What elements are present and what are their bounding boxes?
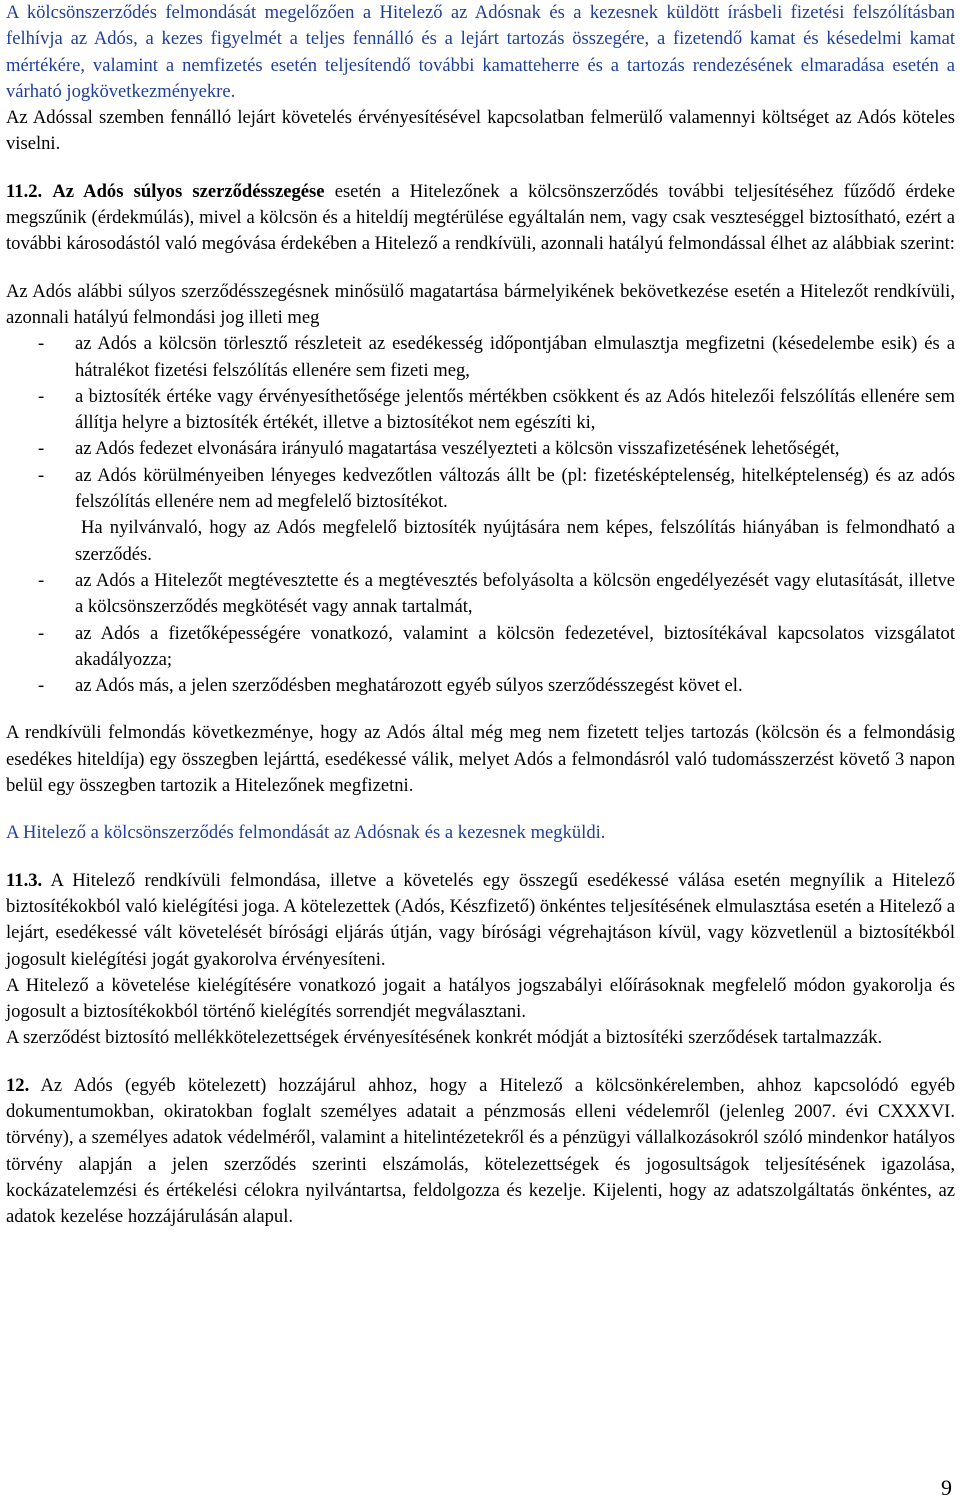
breach-list bbox=[6, 331, 955, 699]
spacer bbox=[6, 158, 955, 179]
dash-marker: - bbox=[38, 675, 45, 697]
breach-list-item bbox=[6, 673, 955, 699]
rights-paragraph: A Hitelező a követelése kielégítésére vonatkozó jogait a hatályos jogszabályi előírásoknak megfelelő módon gyakorolja és jogosult a biztosítékokból történő kielégítés sorrendjét megválasztani. bbox=[6, 974, 955, 1023]
breach-item-text: az Adós a Hitelezőt megtévesztette és a megtévesztés befolyásolta a kölcsön engedélyezését vagy elutasítását, illetve a kölcsönszerződés megkötését vagy annak tartalmát, bbox=[75, 569, 955, 618]
spacer bbox=[6, 799, 955, 820]
dash-marker: - bbox=[38, 333, 45, 355]
breach-list-item bbox=[6, 621, 955, 674]
breach-item-text: az Adós a kölcsön törlesztő részleteit az esedékesség időpontjában elmulasztja megfizetni (késedelembe esik) és a hátralékot fizetési felszólítás ellenére sem fizeti meg, bbox=[75, 333, 955, 381]
collateral-paragraph: A szerződést biztosító mellékkötelezettségek érvényesítésének konkrét módját a biztosítéki szerződések tartalmazzák. bbox=[6, 1027, 883, 1049]
dash-marker: - bbox=[38, 385, 45, 407]
breach-list-item bbox=[6, 436, 955, 462]
breach-list-item bbox=[6, 568, 955, 621]
breach-item-text: a biztosíték értéke vagy érvényesíthetősége jelentős mértékben csökkent és az Adós hitelezői felszólítás ellenére sem állítja helyre a biztosíték értékét, illetve a biztosítékot nem egészíti ki, bbox=[75, 385, 955, 434]
breach-item-note bbox=[6, 515, 955, 568]
spacer bbox=[6, 847, 955, 868]
section-12-text: Az Adós (egyéb kötelezett) hozzájárul ahhoz, hogy a Hitelező a kölcsönkérelemben, ahhoz kapcsolódó egyéb dokumentumokban, okiratokban foglalt személyes adatait a pénzmosás elleni védelemről (jelenleg 2007. évi CXXXVI. törvény), a személyes adatok védelméről, valamint a hitelintézetekről és a pénzügyi vállalkozásokról szóló mindenkor hatályos törvény alapján a jelen szerződés szerinti elszámolás, kötelezettségek és jogosultságok teljesítésének igazolása, kockázatelemzési és értékelési célokra nyilvántartsa, feldolgozza és kezelje. Kijelenti, hogy az adatszolgáltatás önkéntes, az adatok kezelése hozzájárulásán alapul. bbox=[6, 1074, 955, 1228]
section-11-2-number: 11.2. bbox=[6, 180, 43, 202]
breach-list-item bbox=[6, 463, 955, 516]
dash-marker: - bbox=[38, 622, 45, 644]
spacer bbox=[6, 1052, 955, 1073]
spacer bbox=[6, 258, 955, 279]
intro-paragraph-blue: A kölcsönszerződés felmondását megelőzően a Hitelező az Adósnak és a kezesnek küldött írásbeli fizetési felszólításban felhívja az Adós, a kezes figyelmét a teljes fennálló és a lejárt tartozás összegére, a fizetendő kamat és késedelmi kamat mértékére, valamint a nemfizetés esetén teljesítendő további kamatteherre és a tartozás rendezésének elmaradása esetén a várható jogkövetkezményekre. bbox=[6, 2, 955, 102]
section-11-3-number: 11.3. bbox=[6, 869, 43, 891]
section-12-number: 12. bbox=[6, 1074, 30, 1096]
document-page bbox=[6, 0, 955, 1230]
section-11-3-paragraph bbox=[6, 868, 955, 973]
costs-paragraph: Az Adóssal szemben fennálló lejárt követelés érvényesítésével kapcsolatban felmerülő valamennyi költséget az Adós köteles viselni. bbox=[6, 107, 955, 155]
spacer bbox=[6, 699, 955, 720]
breach-item-text: az Adós körülményeiben lényeges kedvezőtlen változás állt be (pl: fizetésképtelenség, hitelképtelenség) és az adós felszólítás ellenére nem ad megfelelő biztosítékot. bbox=[75, 464, 955, 513]
consequence-paragraph: A rendkívüli felmondás következménye, hogy az Adós által még meg nem fizetett teljes tartozás (kölcsön és a felmondásig esedékes hiteldíja) egy összegben lejárttá, esedékessé válik, melyet Adós a felmondásról való tudomásszerzést követő 3 napon belül egy összegben tartozik a Hitelezőnek megfizetni. bbox=[6, 722, 955, 797]
section-11-2-bold-phrase: Az Adós súlyos szerződésszegése bbox=[52, 180, 325, 202]
breach-item-note-text: Ha nyilvánvaló, hogy az Adós megfelelő biztosíték nyújtására nem képes, felszólítás hiányában is felmondható a szerződés. bbox=[75, 517, 955, 565]
section-12-paragraph bbox=[6, 1073, 955, 1231]
breach-list-item bbox=[6, 384, 955, 437]
section-11-2-paragraph bbox=[6, 179, 955, 258]
section-11-3-text: A Hitelező rendkívüli felmondása, illetve a követelés egy összegű esedékessé válása esetén megnyílik a Hitelező biztosítékokból való kielégítési joga. A kötelezettek (Adós, Készfizető) önkéntes teljesítésének elmulasztása esetén a Hitelező a lejárt, esedékessé vált követelését bírósági eljárás útján, vagy bírósági végrehajtáson kívül, vagy közvetlenül a biztosítékból jogosult kielégítési jogát gyakorolva érvényesíteni. bbox=[6, 869, 955, 970]
breach-item-text: az Adós a fizetőképességére vonatkozó, valamint a kölcsön fedezetével, biztosítékával kapcsolatos vizsgálatot akadályozza; bbox=[75, 622, 955, 670]
page-number: 9 bbox=[941, 1475, 952, 1500]
send-notice-paragraph-blue: A Hitelező a kölcsönszerződés felmondását az Adósnak és a kezesnek megküldi. bbox=[6, 822, 606, 844]
dash-marker: - bbox=[38, 569, 45, 591]
section-11-2-text: esetén a Hitelezőnek a kölcsönszerződés további teljesítéséhez fűződő érdeke megszűnik (érdekmúlás), mivel a kölcsön és a hiteldíj megtérülése egyáltalán nem, vagy csak veszteséggel biztosítható, ezért a további károsodástól való megóvása érdekében a Hitelező a rendkívüli, azonnali hatályú felmondással élhet az alábbiak szerint: bbox=[6, 180, 955, 255]
dash-marker: - bbox=[38, 464, 45, 486]
breach-intro-paragraph: Az Adós alábbi súlyos szerződésszegésnek minősülő magatartása bármelyikének bekövetkezése esetén a Hitelezőt rendkívüli, azonnali hatályú felmondási jog illeti meg bbox=[6, 280, 955, 328]
breach-item-text: az Adós fedezet elvonására irányuló magatartása veszélyezteti a kölcsön visszafizetésének lehetőségét, bbox=[75, 438, 840, 460]
dash-marker: - bbox=[38, 438, 45, 460]
breach-item-text: az Adós más, a jelen szerződésben meghatározott egyéb súlyos szerződésszegést követ el. bbox=[75, 675, 743, 697]
breach-list-item bbox=[6, 331, 955, 384]
